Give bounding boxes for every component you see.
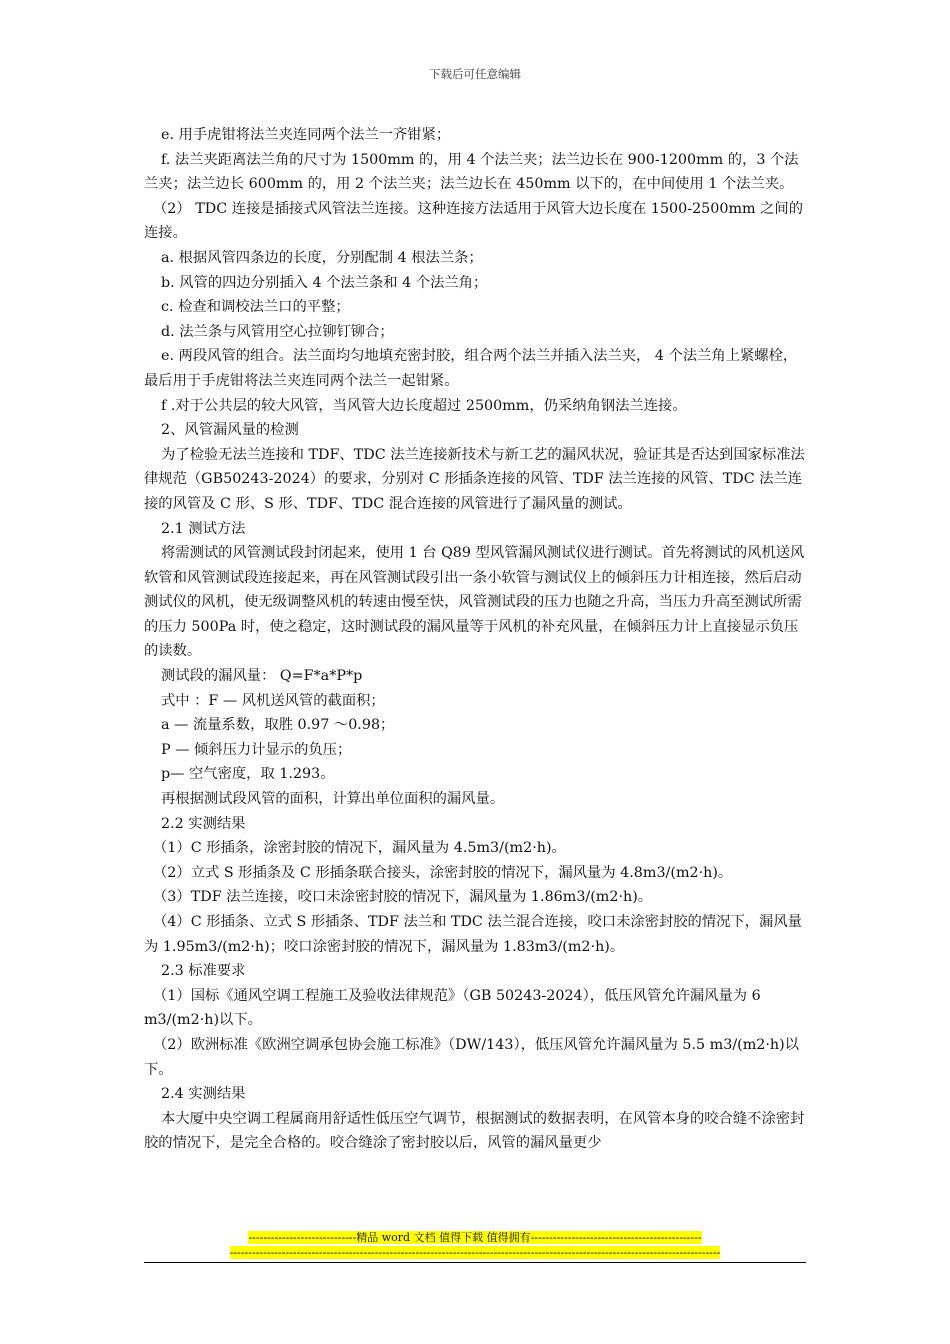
- paragraph: a. 根据风管四条边的长度，分别配制 4 根法兰条；: [161, 249, 483, 266]
- section-heading: 2、风管漏风量的检测: [161, 422, 299, 439]
- footer-banner-line-1: -----------------------------精品 word 文档 值得下载 值得拥有----------------------------------------------: [248, 1231, 702, 1244]
- paragraph: c. 检查和调校法兰口的平整；: [161, 299, 350, 316]
- document-body: [144, 123, 806, 1156]
- paragraph: 将需测试的风管测试段封闭起来，使用 1 台 Q89 型风管漏风测试仪进行测试。首先将测试的风机送风软管和风管测试段连接起来，再在风管测试段引出一条小软管与测试仪上的倾斜压力计相连接，然后启动测试仪的风机，使无级调整风机的转速由慢至快，风管测试段的压力也随之升高，当压力升高至测试所需的压力 500Pa 时，使之稳定，这时测试段的漏风量等于风机的补充风量，在倾斜压力计上直接显示负压的读数。: [144, 545, 805, 660]
- paragraph: f .对于公共层的较大风管，当风管大边长度超过 2500mm，仍采纳角钢法兰连接。: [161, 397, 687, 414]
- footer-banner: [0, 1231, 950, 1245]
- paragraph: f. 法兰夹距离法兰角的尺寸为 1500mm 的，用 4 个法兰夹；法兰边长在 900-1200mm 的，3 个法兰夹；法兰边长 600mm 的，用 2 个法兰夹；法兰边长在 450mm 以下的，在中间使用 1 个法兰夹。: [144, 151, 799, 193]
- footer-rule: [144, 1262, 806, 1263]
- section-heading: 2.3 标准要求: [161, 963, 246, 980]
- paragraph: 本大厦中央空调工程属商用舒适性低压空气调节，根据测试的数据表明，在风管本身的咬合缝不涂密封胶的情况下，是完全合格的。咬合缝涂了密封胶以后，风管的漏风量更少: [144, 1110, 805, 1152]
- paragraph: 再根据测试段风管的面积，计算出单位面积的漏风量。: [161, 791, 505, 808]
- paragraph: e. 两段风管的组合。法兰面均匀地填充密封胶，组合两个法兰并插入法兰夹， 4 个法兰角上紧螺栓，最后用于手虎钳将法兰夹连同两个法兰一起钳紧。: [144, 348, 798, 389]
- paragraph: 式中 ：F — 风机送风管的截面积；: [161, 692, 385, 709]
- paragraph: （3）TDF 法兰连接，咬口未涂密封胶的情况下，漏风量为 1.86m3/(m2·h)。: [153, 889, 653, 906]
- paragraph: p— 空气密度，取 1.293。: [161, 766, 335, 783]
- page-header: 下载后可任意编辑: [429, 67, 521, 81]
- footer-banner: [0, 1246, 950, 1260]
- paragraph: 为了检验无法兰连接和 TDF、TDC 法兰连接新技术与新工艺的漏风状况，验证其是否达到国家标准法律规范（GB50243-2024）的要求，分别对 C 形插条连接的风管、TDF 法兰连接的风管、TDC 法兰连接的风管及 C 形、S 形、TDF、TDC 混合连接的风管进行了漏风量的测试。: [144, 446, 805, 512]
- formula: 测试段的漏风量： Q=F*a*P*p: [161, 668, 363, 685]
- paragraph: （2）欧洲标准《欧洲空调承包协会施工标准》（DW/143），低压风管允许漏风量为 5.5 m3/(m2·h)以下。: [144, 1036, 800, 1078]
- paragraph: （4）C 形插条、立式 S 形插条、TDF 法兰和 TDC 法兰混合连接，咬口未涂密封胶的情况下，漏风量为 1.95m3/(m2·h)；咬口涂密封胶的情况下，漏风量为 1.83m3/(m2·h)。: [144, 914, 802, 955]
- paragraph: （1）国标《通风空调工程施工及验收法律规范》（GB 50243-2024），低压风管允许漏风量为 6 m3/(m2·h)以下。: [144, 987, 761, 1029]
- paragraph: e. 用手虎钳将法兰夹连同两个法兰一齐钳紧；: [161, 127, 451, 143]
- section-heading: 2.2 实测结果: [161, 815, 246, 832]
- section-heading: 2.4 实测结果: [161, 1086, 246, 1103]
- footer-banner-line-2: ------------------------------------------------------------------------------------------------------------------------------------: [229, 1246, 721, 1259]
- paragraph: b. 风管的四边分别插入 4 个法兰条和 4 个法兰角；: [161, 274, 488, 291]
- paragraph: d. 法兰条与风管用空心拉铆钉铆合；: [161, 323, 394, 340]
- paragraph: （1）C 形插条，涂密封胶的情况下，漏风量为 4.5m3/(m2·h)。: [153, 840, 566, 857]
- paragraph: （2）立式 S 形插条及 C 形插条联合接头，涂密封胶的情况下，漏风量为 4.8m3/(m2·h)。: [153, 864, 733, 881]
- paragraph: P — 倾斜压力计显示的负压；: [161, 741, 352, 758]
- section-heading: 2.1 测试方法: [161, 520, 246, 537]
- paragraph: （2） TDC 连接是插接式风管法兰连接。这种连接方法适用于风管大边长度在 1500-2500mm 之间的连接。: [144, 200, 804, 242]
- paragraph: a — 流量系数，取胜 0.97 ～0.98；: [161, 717, 395, 734]
